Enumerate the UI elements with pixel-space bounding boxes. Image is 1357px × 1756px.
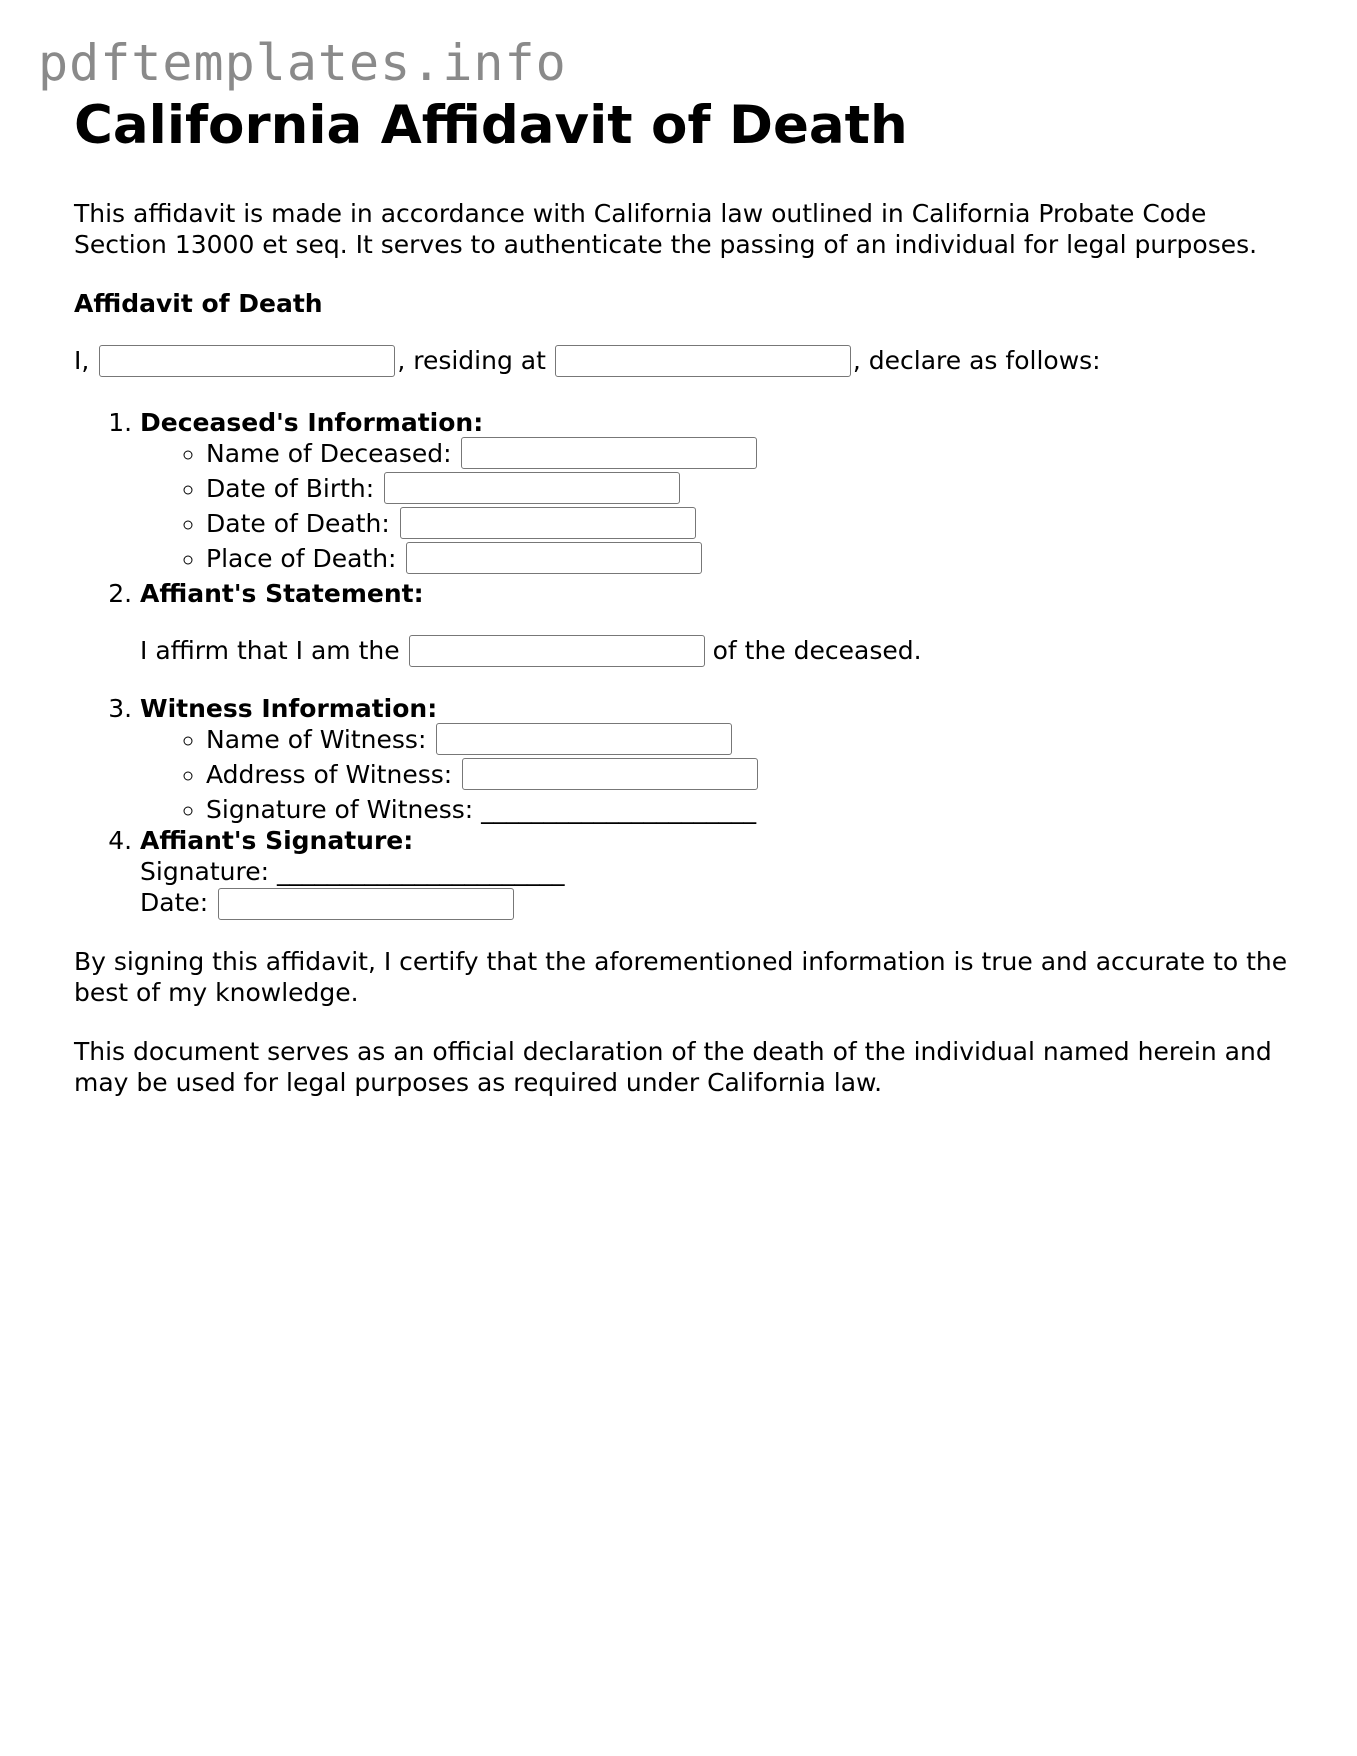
statement-label: Affiant's Statement:: [140, 578, 424, 608]
statement-line: [140, 633, 1304, 669]
witness-address-field[interactable]: [462, 758, 758, 790]
witness-label: Witness Information:: [140, 693, 438, 723]
deceased-label: Deceased's Information:: [140, 407, 484, 437]
place-of-death-field[interactable]: [406, 542, 702, 574]
list-item-statement: [140, 578, 1304, 669]
statement-before: I affirm that I am the: [140, 636, 400, 666]
affiant-name-field[interactable]: [99, 345, 395, 377]
affiant-signature-line: Signature: _______________________: [140, 856, 565, 886]
list-item-affiant-signature: [140, 825, 1304, 920]
affiant-date-label: Date:: [140, 887, 209, 917]
certification-paragraph: By signing this affidavit, I certify that the aforementioned information is true and accurate to the best of my knowledge.: [74, 946, 1288, 1007]
declaration-line: [74, 343, 1304, 379]
affiant-date-line: [140, 887, 1304, 920]
list-item: [206, 473, 1304, 508]
declaration-suffix: , declare as follows:: [852, 346, 1101, 376]
date-of-death-label: Date of Death:: [206, 508, 390, 538]
witness-fields: [140, 724, 1304, 825]
intro-paragraph: This affidavit is made in accordance with California law outlined in California Probate Code Section 13000 et seq. It serves to authenticate the passing of an individual for legal purposes.: [74, 198, 1258, 259]
statement-after: of the deceased.: [712, 636, 922, 666]
deceased-name-label: Name of Deceased:: [206, 438, 452, 468]
list-item: [206, 438, 1304, 473]
deceased-name-field[interactable]: [461, 437, 757, 469]
witness-name-field[interactable]: [436, 723, 732, 755]
watermark: pdftemplates.info: [38, 34, 567, 92]
list-item-deceased: [140, 407, 1304, 578]
declaration-residing: , residing at: [397, 346, 546, 376]
declaration-prefix: I,: [74, 346, 90, 376]
document: [74, 94, 1304, 1098]
affiant-signature-label: Affiant's Signature:: [140, 825, 414, 855]
witness-address-label: Address of Witness:: [206, 759, 453, 789]
list-item-witness: [140, 693, 1304, 825]
declaration-paragraph: This document serves as an official declaration of the death of the individual named herein and may be used for legal purposes as required under California law.: [74, 1036, 1272, 1097]
list-item: [206, 794, 1304, 825]
list-item: [206, 543, 1304, 578]
affidavit-items: [74, 407, 1304, 920]
list-item: [206, 724, 1304, 759]
relationship-field[interactable]: [409, 635, 705, 667]
witness-signature-line: Signature of Witness: ______________________: [206, 794, 757, 824]
date-of-birth-field[interactable]: [384, 472, 680, 504]
date-of-death-field[interactable]: [400, 507, 696, 539]
list-item: [206, 508, 1304, 543]
witness-name-label: Name of Witness:: [206, 724, 427, 754]
affiant-date-field[interactable]: [218, 888, 514, 920]
date-of-birth-label: Date of Birth:: [206, 473, 375, 503]
affiant-address-field[interactable]: [555, 345, 851, 377]
page-title: California Affidavit of Death: [74, 95, 908, 156]
section-heading: Affidavit of Death: [74, 288, 323, 318]
list-item: [206, 759, 1304, 794]
place-of-death-label: Place of Death:: [206, 543, 397, 573]
deceased-fields: [140, 438, 1304, 578]
